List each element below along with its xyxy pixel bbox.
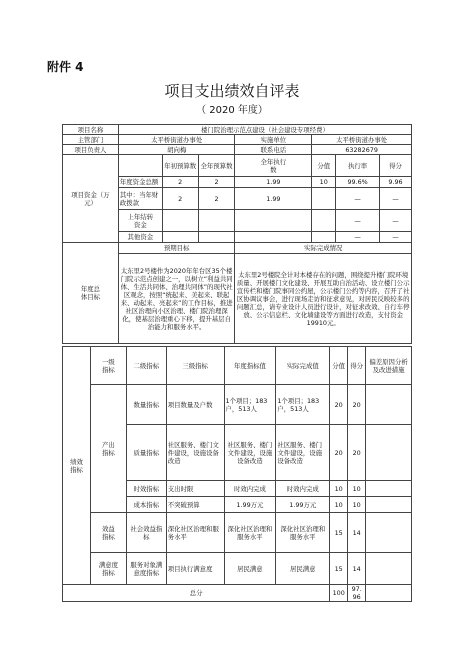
phone-value: 63282679 — [312, 145, 412, 155]
goals-expected-text: 太东里2号楼作为2020年年台区35个楼门院示范点创建之一，以树立“利益共同体、生活共同体、治理共同体”的现代社区观念，按照“统起来、美起来、联起来、动起来、亮起来”的工作目标，推进社区治理向小区治理、楼门院治理深化，使基层治理重心下移，提升基层自治能力和服务水平。 — [118, 254, 235, 344]
funds-row-label: 其中：当年财政拨款 — [118, 188, 162, 210]
perf-col-actual: 实际完成值 — [276, 347, 330, 385]
score-value: 10 — [330, 497, 348, 513]
year-label: （ 2020 年度） — [196, 105, 268, 116]
second-indicator: 数量指标 — [126, 385, 166, 425]
funds-score-value — [312, 210, 336, 232]
total-value: 100 — [330, 585, 348, 602]
target-value: 社区服务、楼门文件建设，设施设备改造 — [224, 425, 276, 481]
funds-col-executed: 全年执行数 — [235, 155, 312, 177]
dept-label: 主管部门 — [63, 135, 119, 145]
benefit-indicator-label: 效益指标 — [90, 513, 126, 553]
funds-row-label: 年度资金总额 — [118, 177, 162, 188]
satisfaction-indicator-label: 满意度指标 — [90, 553, 126, 585]
score: 10 — [348, 497, 366, 513]
perf-col-third: 三级指标 — [166, 347, 224, 385]
funds-initial: 2 — [162, 177, 198, 188]
deviation-note — [366, 497, 412, 513]
attachment-label: 附件 4 — [47, 60, 84, 74]
funds-rate: 99.6% — [336, 177, 380, 188]
funds-section-label: 项目资金（万元） — [63, 155, 119, 243]
impl-value: 太平桥街道办事处 — [312, 135, 412, 145]
perf-col-score: 得分 — [348, 347, 366, 385]
score: 20 — [348, 425, 366, 481]
goals-actual-header: 实际完成情况 — [235, 243, 412, 254]
score-value: 15 — [330, 553, 348, 585]
funds-col-rate: 执行率 — [336, 155, 380, 177]
perf-col-second: 二级指标 — [126, 347, 166, 385]
funds-col-blank — [118, 155, 162, 177]
actual-value: 深化社区治理和服务水平 — [276, 513, 330, 553]
score-value: 15 — [330, 513, 348, 553]
funds-score: 9.96 — [380, 177, 412, 188]
total-score: 97.96 — [348, 585, 366, 602]
funds-col-score-value: 分值 — [312, 155, 336, 177]
funds-rate: — — [336, 188, 380, 210]
funds-score: — — [380, 210, 412, 232]
perf-section-label: 绩效指标 — [63, 347, 91, 585]
funds-score: — — [380, 232, 412, 243]
funds-row-label: 其他资金 — [118, 232, 162, 243]
deviation-note — [366, 553, 412, 585]
funds-initial — [162, 232, 198, 243]
target-value: 1个项目；183户，513人 — [224, 385, 276, 425]
dept-value: 太平桥街道办事处 — [118, 135, 235, 145]
third-indicator: 社区服务、楼门文件建设，设施设备改造 — [166, 425, 224, 481]
deviation-note — [366, 513, 412, 553]
second-indicator: 服务对象满意度指标 — [126, 553, 166, 585]
info-funds-table — [62, 124, 412, 344]
funds-score-value: 10 — [312, 177, 336, 188]
total-note — [366, 585, 412, 602]
third-indicator: 支出时限 — [166, 481, 224, 497]
funds-initial — [162, 210, 198, 232]
funds-initial: 2 — [162, 188, 198, 210]
score: 20 — [348, 385, 366, 425]
project-name-label: 项目名称 — [63, 125, 119, 135]
funds-full — [198, 210, 235, 232]
output-indicator-label: 产出指标 — [90, 385, 126, 513]
funds-col-initial: 年初预算数 — [162, 155, 198, 177]
score-value: 20 — [330, 385, 348, 425]
perf-col-first: 一级指标 — [90, 347, 126, 385]
funds-row-label: 上年结转资金 — [118, 210, 162, 232]
funds-full — [198, 232, 235, 243]
actual-value: 社区服务、楼门文件建设，设施设备改造 — [276, 425, 330, 481]
goals-actual-text: 太东里2号楼院全计对本楼存在的问题，围绕提升楼门院环境质量、开展楼门文化建设、开展互助自治活动、设立楼门公示宣传栏和楼门院事同公约屋，公示楼门公约等内容，召开了社区协调议事会，进行现场走访和征求意见，对居民反映较多的问题汇总，请专业设计人员进行设计，对征求改效、自行车停放、公示信息栏、文化墙建设等方面进行改造，支付资金19910元。 — [235, 254, 412, 344]
perf-col-value: 分值 — [330, 347, 348, 385]
score: 14 — [348, 513, 366, 553]
actual-value: 1.99万元 — [276, 497, 330, 513]
target-value: 1.99万元 — [224, 497, 276, 513]
funds-full: 2 — [198, 177, 235, 188]
third-indicator: 深化社区治理和服务水平 — [166, 513, 224, 553]
score-value: 10 — [330, 481, 348, 497]
impl-label: 实施单位 — [235, 135, 312, 145]
funds-executed — [235, 232, 312, 243]
third-indicator: 项目数量及户数 — [166, 385, 224, 425]
total-label: 总分 — [63, 585, 330, 602]
funds-executed: 1.99 — [235, 177, 312, 188]
performance-table — [62, 346, 412, 602]
funds-rate: — — [336, 232, 380, 243]
second-indicator: 时效指标 — [126, 481, 166, 497]
score: 14 — [348, 553, 366, 585]
second-indicator: 社会效益指标 — [126, 513, 166, 553]
score-value: 20 — [330, 425, 348, 481]
leader-label: 项目负责人 — [63, 145, 119, 155]
target-value: 时效内完成 — [224, 481, 276, 497]
goals-section-label: 年度总体目标 — [63, 243, 119, 344]
actual-value: 居民满意 — [276, 553, 330, 585]
perf-col-note: 偏差原因分析及改进措施 — [366, 347, 412, 385]
funds-executed — [235, 210, 312, 232]
actual-value: 时效内完成 — [276, 481, 330, 497]
deviation-note — [366, 425, 412, 481]
actual-value: 1个项目；183户，513人 — [276, 385, 330, 425]
leader-value: 胡向梅 — [118, 145, 235, 155]
funds-executed: 1.99 — [235, 188, 312, 210]
funds-full: 2 — [198, 188, 235, 210]
funds-rate: — — [336, 210, 380, 232]
funds-score-value — [312, 232, 336, 243]
target-value: 深化社区治理和服务水平 — [224, 513, 276, 553]
score: 10 — [348, 481, 366, 497]
perf-col-target: 年度指标值 — [224, 347, 276, 385]
third-indicator: 不突破预算 — [166, 497, 224, 513]
funds-col-full: 全年预算数 — [198, 155, 235, 177]
phone-label: 联系电话 — [235, 145, 312, 155]
funds-score-value — [312, 188, 336, 210]
page-title: 项目支出绩效自评表 — [164, 82, 300, 100]
second-indicator: 成本指标 — [126, 497, 166, 513]
deviation-note — [366, 481, 412, 497]
funds-col-score: 得分 — [380, 155, 412, 177]
target-value: 居民满意 — [224, 553, 276, 585]
third-indicator: 项目执行满意度 — [166, 553, 224, 585]
funds-score: — — [380, 188, 412, 210]
second-indicator: 质量指标 — [126, 425, 166, 481]
goals-expected-header: 预期目标 — [118, 243, 235, 254]
deviation-note — [366, 385, 412, 425]
project-name: 楼门院治理示范点建设（社会建设专项经费） — [118, 125, 411, 135]
